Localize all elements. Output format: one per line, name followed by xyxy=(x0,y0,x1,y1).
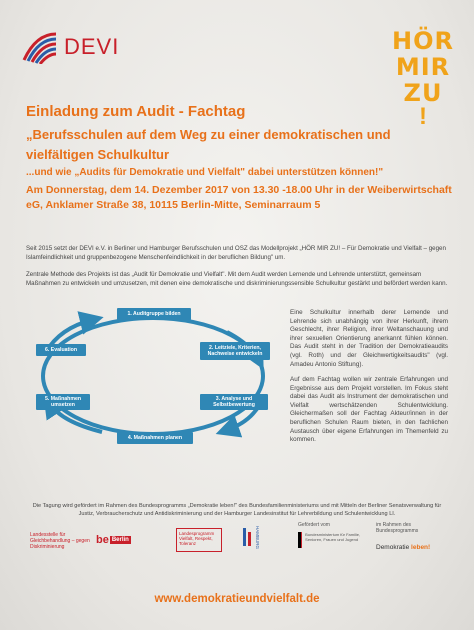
cycle-step-4: 4. Maßnahmen planen xyxy=(117,432,193,444)
cycle-step-2: 2. Leitziele, Kriterien, Nachweise entwickeln xyxy=(200,342,270,360)
cycle-step-3: 3. Analyse und Selbstbewertung xyxy=(200,394,268,410)
hoer-line-1: HÖR xyxy=(392,27,454,55)
website-url[interactable]: www.demokratieundvielfalt.de xyxy=(154,593,320,605)
audit-cycle-diagram xyxy=(22,304,284,448)
intro-paragraph: Seit 2015 setzt der DEVI e.V. in Berliner und Hamburger Berufsschulen und OSZ das Modellprojekt „HÖR MIR ZU! – Für Demokratie und Vielfalt – gegen Islamfeindlichkeit und gruppenbezogene Menschenfeindlichkeit in der beruflichen Bildung" um. xyxy=(26,245,446,261)
bmfsfj-name: Bundesministerium für Familie, Senioren, Frauen und Jugend xyxy=(305,532,361,542)
cycle-arrows xyxy=(22,304,284,448)
sponsor-logo-landesstelle: Landesstelle für Gleichbehandlung – gegen Diskriminierung xyxy=(30,532,90,550)
demokratie-leben-caption: im Rahmen des Bundesprogramms xyxy=(376,522,419,534)
subtitle: „Berufsschulen auf dem Weg zu einer demokratischen und vielfältigen Schulkultur xyxy=(26,127,391,162)
bmfsfj-flag-icon xyxy=(298,532,302,548)
sponsor-logos xyxy=(26,522,456,562)
bmfsfj-row xyxy=(298,532,362,548)
event-dateline: Am Donnerstag, dem 14. Dezember 2017 von 13.30 -18.00 Uhr in der Weiberwirtschaft eG, Anklamer Straße 38, 10115 Berlin-Mitte, Seminarraum 5 xyxy=(26,184,452,211)
sponsor-logo-demokratie-leben xyxy=(376,522,454,551)
page-title: Einladung zum Audit - Fachtag xyxy=(26,103,246,120)
hoer-line-3: ZU xyxy=(403,79,443,107)
method-paragraph: Zentrale Methode des Projekts ist das „Audit für Demokratie und Vielfalt". Mit dem Audit werden Lernende und Lehrende unterstützt, gemeinsam Maßnahmen zu entwickeln und umzusetzen, mit denen eine demokratische und diskriminierungssensible Schulkultur gestärkt und befördert werden kann. xyxy=(26,271,448,287)
bmfsfj-caption: Gefördert vom xyxy=(298,522,330,528)
sponsor-logo-li-hamburg xyxy=(242,526,262,556)
cycle-step-1: 1. Auditgruppe bilden xyxy=(117,308,191,320)
hoer-bang: ! xyxy=(419,103,427,130)
beberlin-be: be xyxy=(96,534,109,546)
devi-logo xyxy=(20,30,119,64)
funding-note: Die Tagung wird gefördert im Rahmen des Bundesprogramms „Demokratie leben!" des Bundesfamilienministeriums und mit Mitteln der Berliner Senatsverwaltung für Justiz, Verbraucherschutz und Antidiskriminierung und der Hamburger Landesinstitut für Lehrerbildung und Schulentwicklung LI. xyxy=(32,503,442,517)
beberlin-berlin: Berlin xyxy=(111,537,129,544)
devi-logo-mark-icon xyxy=(20,30,58,64)
right-column-paragraph-2: Auf dem Fachtag wollen wir zentrale Erfahrungen und Ergebnisse aus dem Projekt vorstellen. Im Fokus steht dabei das Audit als Instrument der demokratischen und Vielfalt wertschätzenden Schulentwicklung. Gleichermaßen soll der Fachtag Akteur/innen in der beruflichen Schulen Raum bieten, in den fachlichen Austausch über eigene Erfahrungen im Themenfeld zu kommen. xyxy=(290,376,448,444)
li-hamburg-icon xyxy=(242,526,254,548)
cycle-step-6: 6. Evaluation xyxy=(36,344,86,356)
leben-word: leben! xyxy=(411,544,431,551)
sponsor-logo-beberlin xyxy=(96,534,131,546)
li-hamburg-label: HAMBURG xyxy=(255,526,260,550)
sponsor-logo-landesprogramm: Landesprogramm Vielfalt, Respekt, Toleranz xyxy=(176,528,222,552)
sponsor-logo-bmfsfj xyxy=(298,522,362,548)
cycle-step-5: 5. Maßnahmen umsetzen xyxy=(36,394,90,410)
devi-logo-text: DEVI xyxy=(64,34,120,59)
tagline: ...und wie „Audits für Demokratie und Vielfalt" dabei unterstützen können!" xyxy=(26,167,384,178)
demokratie-word: Demokratie xyxy=(376,544,410,551)
hoer-line-2: MIR xyxy=(395,53,451,81)
demokratie-leben-wordmark xyxy=(376,544,454,551)
hoer-mir-zu-logo xyxy=(382,28,464,129)
right-column-paragraph-1: Eine Schulkultur innerhalb derer Lernende und Lehrende sich unabhängig von ihrer Herkunft, ihrem Geschlecht, ihrer Religion, ihrer Weltanschauung und ihrer sexuellen Orientierung anerkannt fühlen können. Das Audit steht in der Tradition der Demokratieaudits (vgl. Roth) und der Gleichwertigkeitsaudits" (vgl. Amadeu Antonio Stiftung). xyxy=(290,309,448,368)
